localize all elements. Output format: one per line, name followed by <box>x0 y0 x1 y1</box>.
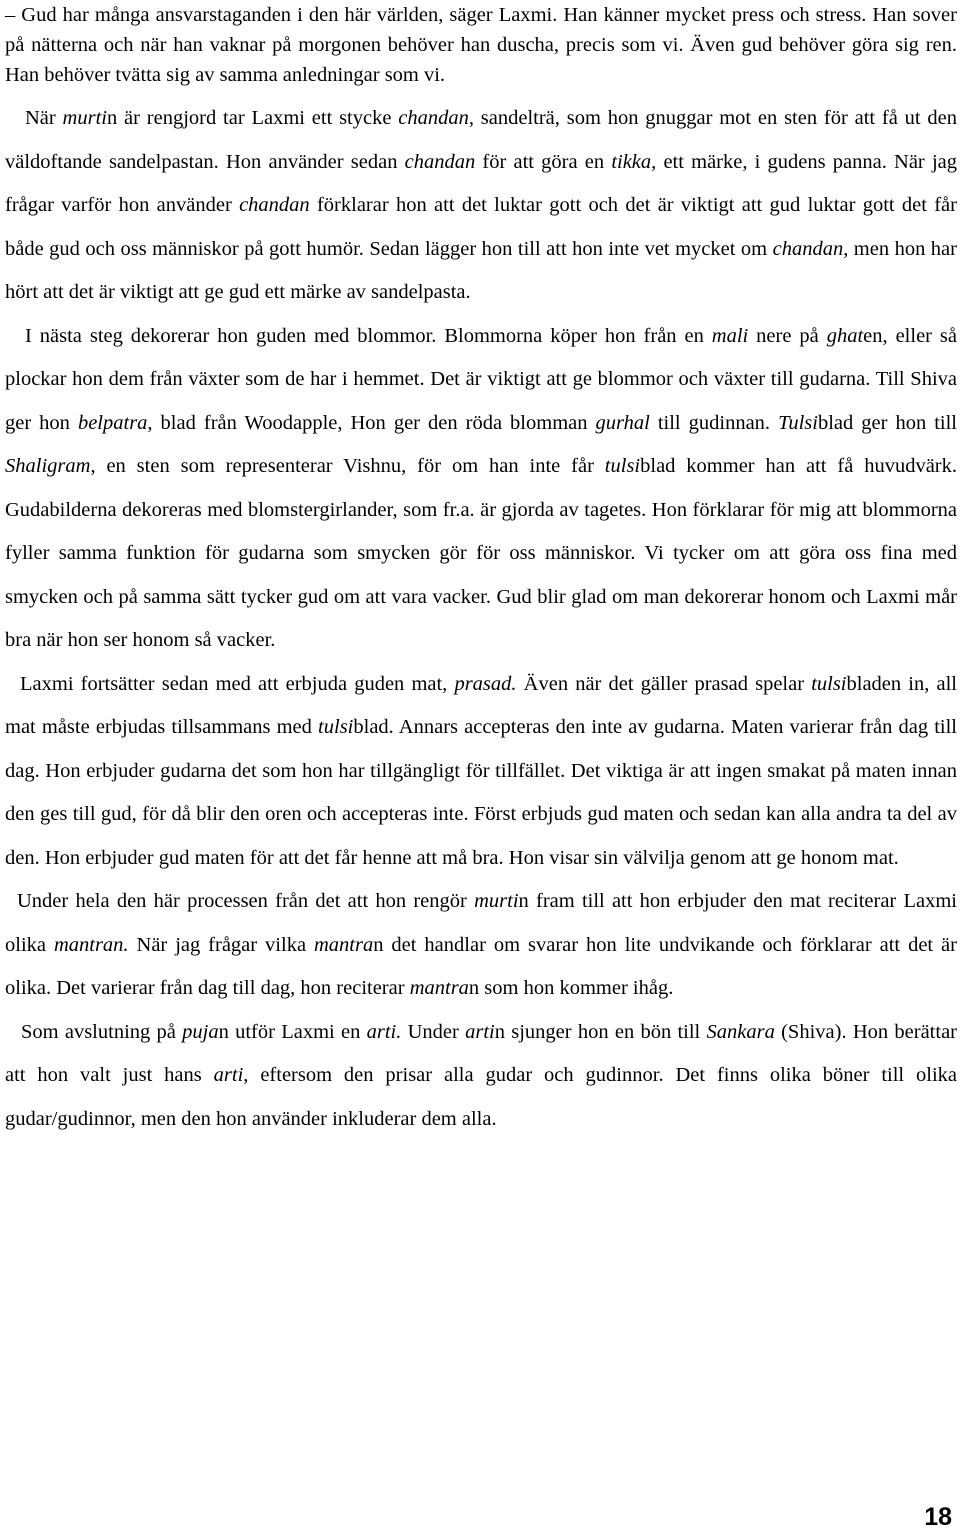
paragraph-4 <box>5 663 957 881</box>
italic-term: arti <box>465 1020 495 1043</box>
paragraph-1 <box>5 0 957 90</box>
text-run: n det handlar om svarar hon lite undvikande och förklarar att det är olika. Det varierar från dag till dag, hon reciterar <box>5 933 957 999</box>
text-run: – Gud har många ansvarstaganden i den här världen, säger Laxmi. Han känner mycket press och stress. Han sover på nätterna och när han vaknar på morgonen behöver han duscha, precis som vi. Även gud behöver göra sig ren. Han behöver tvätta sig av samma anledningar som vi. <box>5 4 957 86</box>
text-run: n utför Laxmi en <box>218 1020 367 1043</box>
text-run: , men hon har hört att det är viktigt att ge gud ett märke av sandelpasta. <box>5 237 957 303</box>
text-run: nere på <box>748 324 827 347</box>
text-run: till gudinnan. <box>649 411 779 434</box>
italic-term: chandan <box>239 194 310 216</box>
text-run: n fram till att hon erbjuder den mat reciterar Laxmi olika <box>5 890 958 956</box>
text-run: n sjunger hon en bön till <box>494 1020 707 1043</box>
text-run: Laxmi fortsätter sedan med att erbjuda guden mat, <box>20 672 455 695</box>
italic-term: tikka, <box>611 150 657 173</box>
text-run: , eftersom den prisar alla gudar och gudinnor. Det finns olika böner till olika gudar/gudinnor, men den hon använder inkluderar dem alla. <box>5 1064 957 1130</box>
italic-term: chandan, <box>398 107 474 129</box>
text-run: Under hela den här processen från det att hon rengör <box>17 890 475 912</box>
italic-term: mantra <box>314 933 374 956</box>
text-run: blad. Annars accepteras den inte av gudarna. Maten varierar från dag till dag. Hon erbjuder gudarna det som hon har tillgängligt för tillfället. Det viktiga är att ingen smakat på maten innan den ges till gud, för då blir den oren och accepteras inte. Först erbjuds gud maten och sedan kan alla andra ta del av den. Hon erbjuder gud maten för att det får henne att må bra. Hon visar sin välvilja genom att ge honom mat. <box>5 716 957 869</box>
italic-term: tulsi <box>604 455 641 477</box>
italic-term: arti <box>213 1064 244 1086</box>
text-run: blad ger hon till <box>817 411 957 434</box>
italic-term: tulsi <box>318 716 354 738</box>
text-run: När jag frågar vilka <box>128 933 314 956</box>
text-run: n som hon kommer ihåg. <box>468 977 674 999</box>
text-run: sandelträ, som hon gnuggar mot en sten för att få ut den väldoftande sandelpastan. Hon använder sedan <box>5 107 958 173</box>
italic-term: murti <box>474 890 519 912</box>
italic-term: mantra <box>409 977 469 999</box>
italic-term: arti. <box>366 1020 402 1043</box>
italic-term: prasad. <box>454 672 517 695</box>
italic-term: mali <box>711 324 749 347</box>
text-run: för att göra en <box>475 150 612 173</box>
italic-term: murti <box>62 107 107 129</box>
paragraph-3 <box>5 315 957 663</box>
italic-term: chandan <box>772 237 844 260</box>
document-body <box>5 0 957 1141</box>
text-run: (Shiva). Hon berättar att hon valt just hans <box>5 1020 957 1086</box>
text-run: Även när det gäller prasad spelar <box>516 672 812 695</box>
italic-term: Sankara <box>706 1020 775 1043</box>
text-run: bladen in, all mat måste erbjudas tillsammans med <box>5 672 957 738</box>
italic-term: puja <box>182 1020 219 1043</box>
italic-term: Shaligram <box>5 455 91 477</box>
text-run: , blad från Woodapple, Hon ger den röda blomman <box>147 411 596 434</box>
italic-term: gurhal <box>595 411 650 434</box>
text-run: I nästa steg dekorerar hon guden med blommor. Blommorna köper hon från en <box>25 324 712 347</box>
paragraph-6 <box>5 1011 957 1142</box>
text-run: , en sten som representerar Vishnu, för om han inte får <box>90 455 605 477</box>
text-run: en, eller så plockar hon dem från växter som de har i hemmet. Det är viktigt att ge blommor och växter till gudarna. Till Shiva ger hon <box>5 324 958 434</box>
italic-term: chandan <box>404 150 476 173</box>
page-number: 18 <box>924 1503 952 1531</box>
paragraph-2 <box>5 97 957 315</box>
text-run: ett märke, i gudens panna. När jag frågar varför hon använder <box>5 150 957 216</box>
text-run: blad kommer han att få huvudvärk. Gudabilderna dekoreras med blomstergirlander, som fr.a. är gjorda av tagetes. Hon förklarar för mig att blommorna fyller samma funktion för gudarna som smycken gör för oss människor. Vi tycker om att göra oss fina med smycken och på samma sätt tycker gud om att vara vacker. Gud blir glad om man dekorerar honom och Laxmi mår bra när hon ser honom så vacker. <box>5 455 957 651</box>
italic-term: Tulsi <box>778 411 818 434</box>
text-run: n är rengjord tar Laxmi ett stycke <box>106 107 399 129</box>
text-run: När <box>25 107 63 129</box>
italic-term: tulsi <box>811 672 847 695</box>
text-run: Som avslutning på <box>21 1020 183 1043</box>
italic-term: ghat <box>826 324 864 347</box>
italic-term: belpatra <box>77 411 148 434</box>
text-run: Under <box>401 1020 466 1043</box>
paragraph-5 <box>5 880 957 1011</box>
text-run: förklarar hon att det luktar gott och det är viktigt att gud luktar gott det får både gud och oss människor på gott humör. Sedan lägger hon till att hon inte vet mycket om <box>5 194 957 260</box>
italic-term: mantran. <box>53 933 129 956</box>
